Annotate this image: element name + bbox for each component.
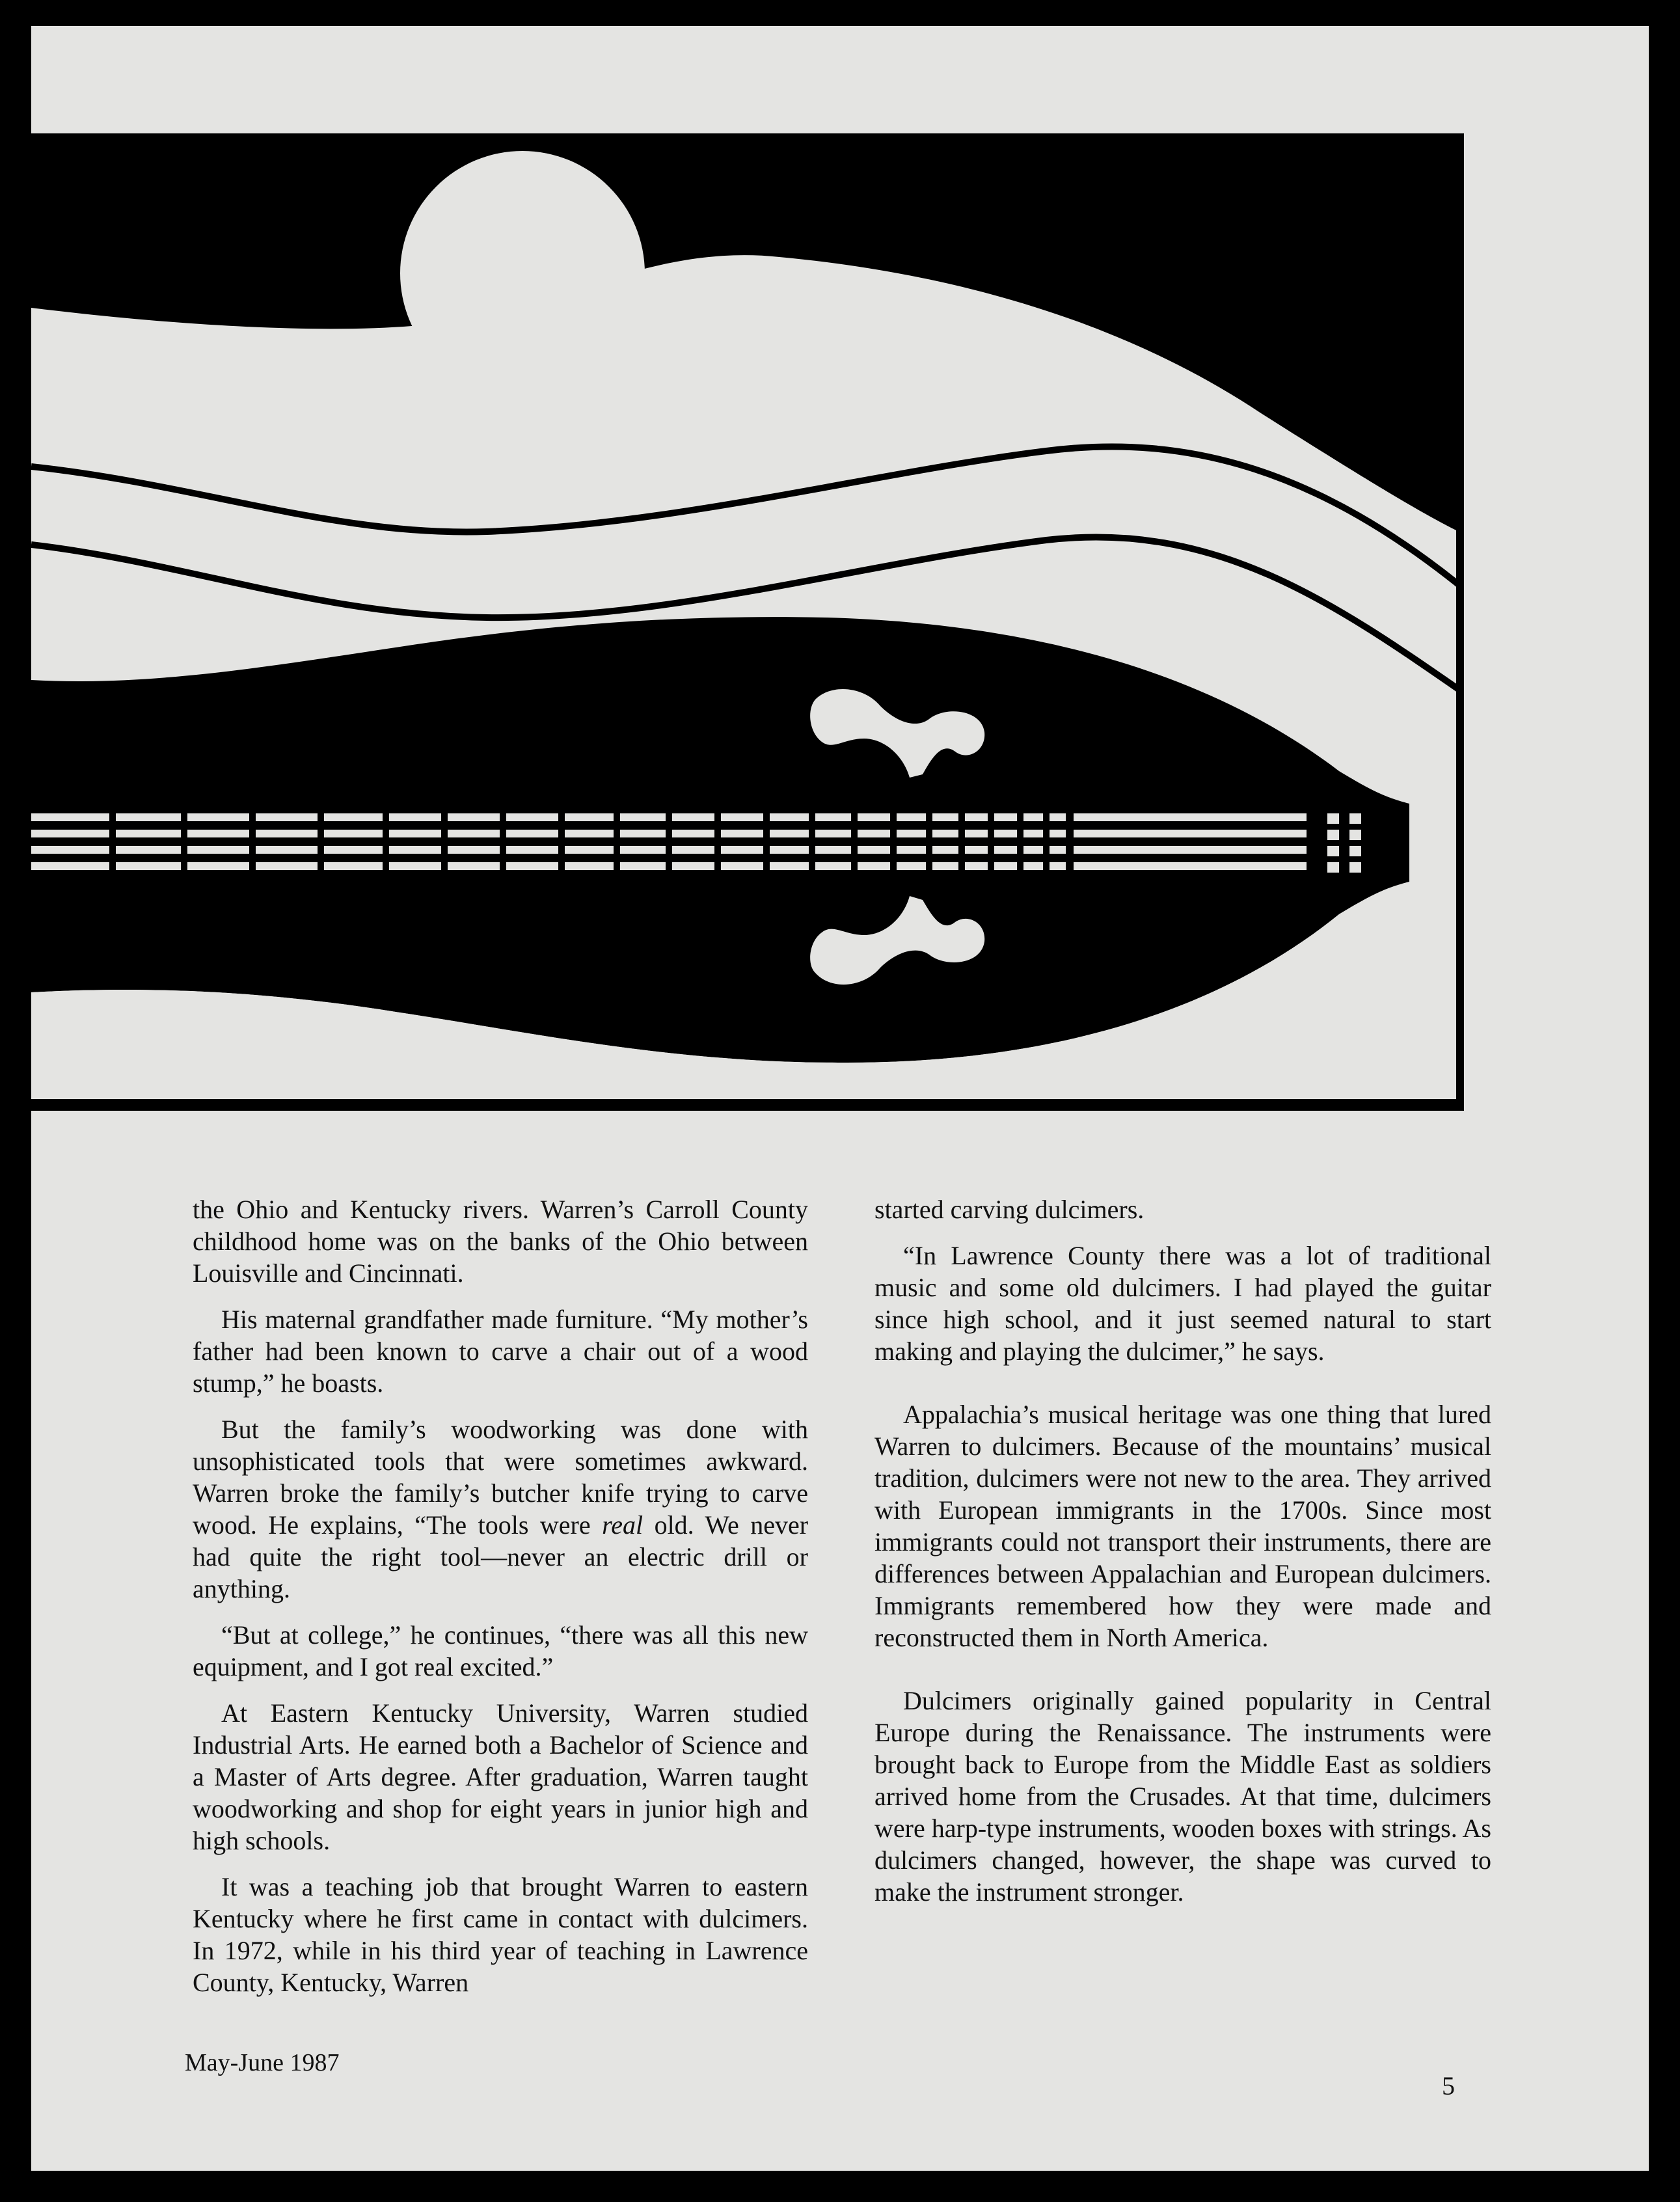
- paragraph: At Eastern Kentucky University, Warren studied Industrial Arts. He earned both a Bachelor of Science and a Master of Arts degree. After graduation, Warren taught woodworking and shop for eight years in junior high and high schools.: [193, 1698, 808, 1855]
- paragraph-text: old. We never had quite the right tool—never an electric drill or anything.: [193, 1510, 809, 1603]
- paragraph: “In Lawrence County there was a lot of traditional music and some old dulcimers. I had played the guitar since high school, and it just seemed natural to start making and playing the dulcimer,” he says.: [874, 1241, 1491, 1366]
- article-headline: TAIN DULCIMERS: [31, 891, 615, 966]
- frame-bottom-line: [31, 1099, 1464, 1106]
- issue-date: May-June 1987: [185, 2049, 340, 2076]
- paragraph-text: But the family’s woodworking was done with unsophisticated tools that were sometimes awkward. Warren broke the family’s butcher knife trying to carve wood. He explains, “The tools were: [193, 1415, 808, 1540]
- paragraph: His maternal grandfather made furniture. “My mother’s father had been known to carve a chair out of a wood stump,” he boasts.: [193, 1305, 808, 1398]
- right-text-column: [874, 1193, 1491, 1922]
- paragraph: Dulcimers originally gained popularity in Central Europe during the Renaissance. The instruments were brought back to Europe from the Middle East as soldiers arrived home from the Crusades. At that time, dulcimers were harp-type instruments, wooden boxes with strings. As dulcimers changed, however, the shape was curved to make the instrument stronger.: [874, 1686, 1491, 1907]
- paragraph: the Ohio and Kentucky rivers. Warren’s Carroll County childhood home was on the banks of the Ohio between Louisville and Cincinnati.: [193, 1195, 808, 1288]
- paragraph: “But at college,” he continues, “there was all this new equipment, and I got real excited.”: [193, 1620, 808, 1681]
- left-text-column: [193, 1193, 808, 2013]
- magazine-page: [31, 26, 1649, 2171]
- paragraph: Appalachia’s musical heritage was one thing that lured Warren to dulcimers. Because of the mountains’ musical tradition, dulcimers were not new to the area. They arrived with European immigrants in the 1700s. Since most immigrants could not transport their instruments, there are differences between Appalachian and European dulcimers. Immigrants remembered how they were made and reconstructed them in North America.: [874, 1400, 1491, 1652]
- emphasis: real: [602, 1510, 644, 1540]
- paragraph: [193, 1413, 808, 1605]
- paragraph: started carving dulcimers.: [874, 1195, 1145, 1224]
- paragraph: It was a teaching job that brought Warren to eastern Kentucky where he first came in contact with dulcimers. In 1972, while in his third year of teaching in Lawrence County, Kentucky, Warren: [193, 1872, 808, 1997]
- page-number: 5: [1442, 2071, 1455, 2100]
